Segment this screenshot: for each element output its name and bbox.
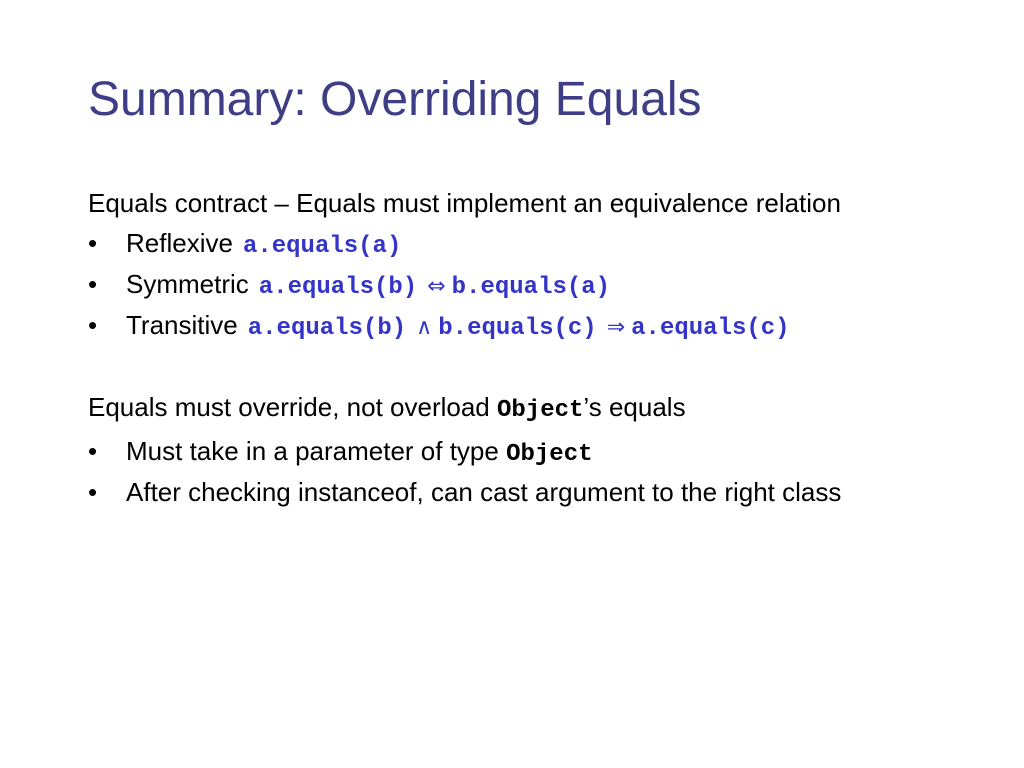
property-label: Symmetric [126,269,249,299]
bullet-text: After checking instanceof, can cast argument to the right class [126,477,842,507]
slide-title: Summary: Overriding Equals [88,73,702,126]
override-list [88,431,988,513]
bullet-icon: • [88,477,98,507]
equals-contract-section [88,183,988,346]
code-snippet: b.equals(c) [438,315,597,342]
and-symbol-icon: ∧ [416,315,433,340]
iff-symbol-icon: ⇔ [427,274,446,299]
code-snippet: a.equals(b) [258,274,418,301]
override-heading [88,387,988,431]
code-snippet: b.equals(a) [451,274,611,301]
property-label: Transitive [126,310,238,340]
code-snippet: Object [497,397,584,424]
code-snippet: a.equals(b) [247,315,407,342]
bullet-icon: • [88,269,98,299]
bullet-icon: • [88,310,98,340]
equals-contract-heading: Equals contract – Equals must implement an equivalence relation [88,188,841,218]
list-item-symmetric [88,264,988,305]
override-section [88,387,988,513]
heading-text: Equals must override, not overload [88,392,497,422]
bullet-text: Must take in a parameter of type [126,436,507,466]
list-item-parameter-type [88,431,988,472]
bullet-icon: • [88,228,98,258]
property-label: Reflexive [126,228,233,258]
list-item-transitive [88,305,988,346]
equals-contract-list [88,223,988,346]
code-snippet: a.equals(c) [631,315,790,342]
list-item-instanceof-cast [88,472,988,513]
heading-text: ’s equals [583,392,686,422]
implies-symbol-icon: ⇒ [606,315,626,340]
code-snippet: Object [506,441,593,468]
code-snippet: a.equals(a) [242,233,402,260]
list-item-reflexive [88,223,988,264]
bullet-icon: • [88,436,98,466]
